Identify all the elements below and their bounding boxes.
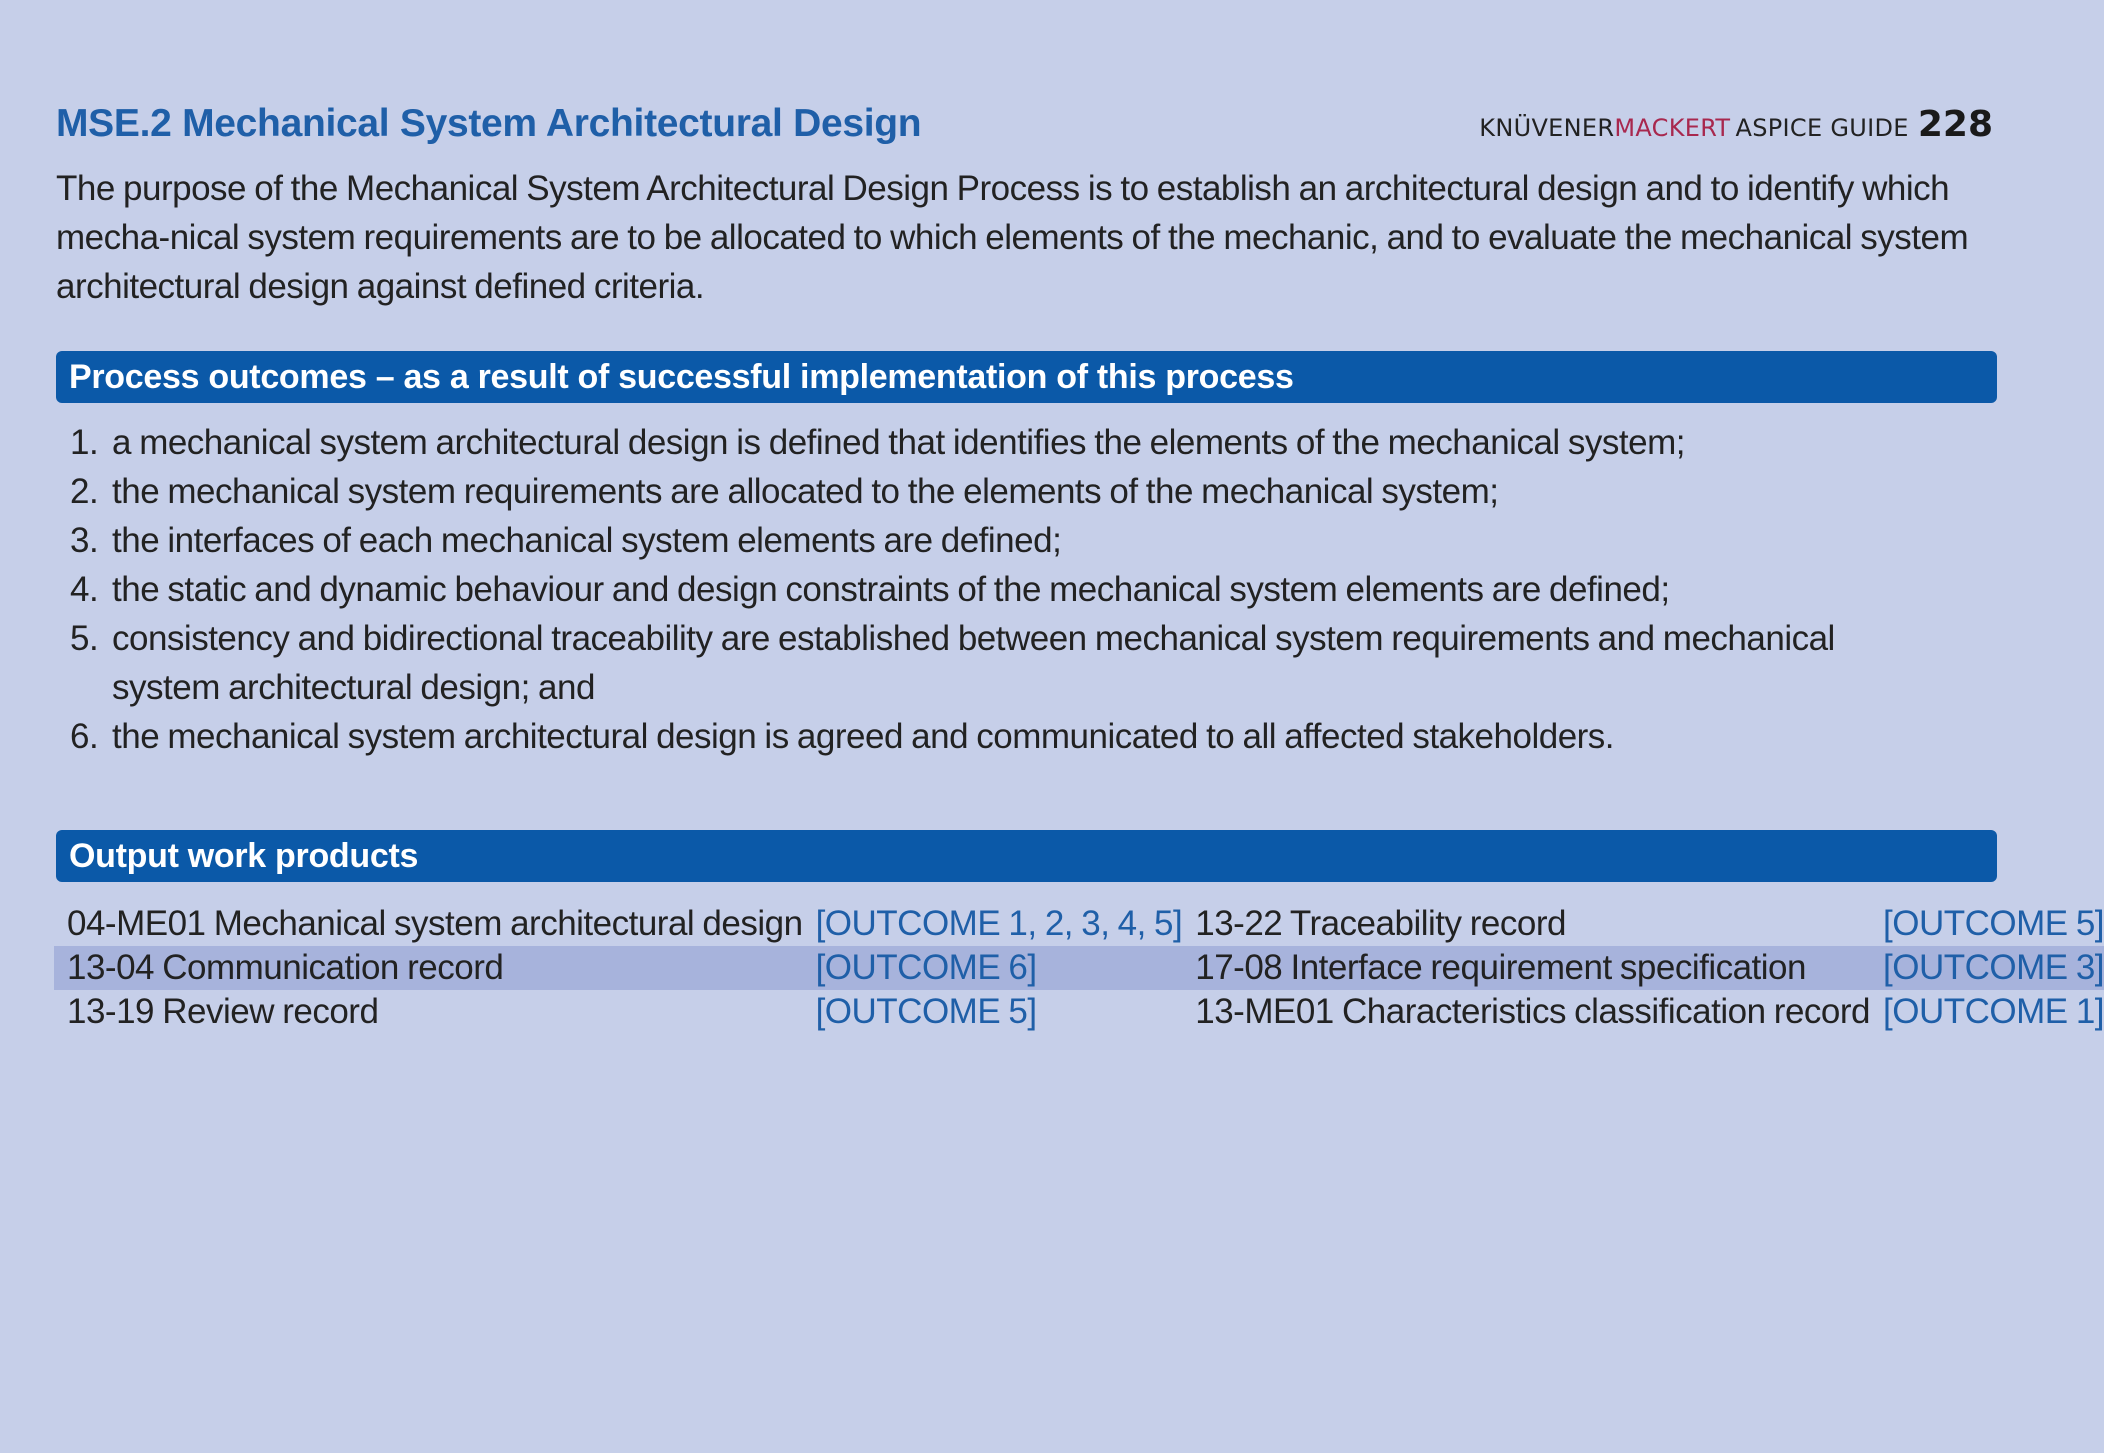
outcome-reference: [OUTCOME 5]: [1883, 904, 2104, 943]
work-product-name: 13-19 Review record: [67, 992, 379, 1031]
outcome-text: the interfaces of each mechanical system elements are defined;: [112, 521, 1062, 560]
outcome-reference: [OUTCOME 1, 2, 3, 4, 5]: [815, 904, 1183, 943]
outcome-text: the mechanical system requirements are allocated to the elements of the mechanical system;: [112, 472, 1499, 511]
outcome-item: [56, 516, 1946, 565]
outcome-reference: [OUTCOME 5]: [815, 992, 1037, 1031]
outcome-text: the mechanical system architectural design is agreed and communicated to all affected stakeholders.: [112, 717, 1615, 756]
work-product-name: 13-ME01 Characteristics classification record: [1195, 992, 1871, 1031]
outcome-item: [56, 467, 1946, 516]
outcome-number: 6.: [70, 717, 99, 756]
outcome-item: [56, 712, 1946, 761]
work-product-name: 17-08 Interface requirement specification: [1182, 946, 1870, 990]
outcome-text: a mechanical system architectural design is defined that identifies the elements of the mechanical system;: [112, 423, 1685, 462]
purpose-paragraph: The purpose of the Mechanical System Architectural Design Process is to establish an architectural design and to identify which mecha-nical system requirements are to be allocated to which elements of the mechanic, and to evaluate the mechanical system architectural design against defined criteria.: [56, 169, 1969, 306]
outcome-reference: [OUTCOME 1]: [1883, 992, 2104, 1031]
table-row: [54, 902, 2104, 946]
outcome-number: 5.: [70, 619, 99, 658]
outcome-text: consistency and bidirectional traceability are established between mechanical system requirements and mechanical system architectural design; and: [112, 619, 1835, 707]
guide-label: ASPICE GUIDE: [1735, 114, 1909, 142]
table-row: [54, 990, 2104, 1034]
process-outcomes-heading: Process outcomes – as a result of successful implementation of this process: [56, 351, 1997, 403]
outcome-number: 4.: [70, 570, 99, 609]
outcome-list: [56, 418, 1946, 761]
brand-name-part1: KNÜVENER: [1479, 114, 1615, 142]
outcome-item: [56, 614, 1946, 712]
work-product-name: 13-04 Communication record: [54, 946, 803, 990]
brand-name-part2: MACKERT: [1614, 114, 1731, 142]
outcome-reference: [OUTCOME 3]: [1870, 946, 2104, 990]
outcome-number: 1.: [70, 423, 99, 462]
work-product-name: 13-22 Traceability record: [1195, 904, 1566, 943]
outcome-number: 3.: [70, 521, 99, 560]
running-header: [1479, 104, 1993, 145]
page-title: MSE.2 Mechanical System Architectural Design: [56, 102, 922, 145]
table-row: [54, 946, 2104, 990]
outcome-number: 2.: [70, 472, 99, 511]
outcome-reference: [OUTCOME 6]: [803, 946, 1183, 990]
work-products-table: [54, 902, 2104, 1034]
outcome-item: [56, 418, 1946, 467]
outcome-text: the static and dynamic behaviour and design constraints of the mechanical system elements are defined;: [112, 570, 1670, 609]
page-number: 228: [1917, 104, 1993, 145]
output-work-products-heading: Output work products: [56, 830, 1997, 882]
outcome-item: [56, 565, 1946, 614]
work-product-name: 04-ME01 Mechanical system architectural design: [67, 904, 803, 943]
